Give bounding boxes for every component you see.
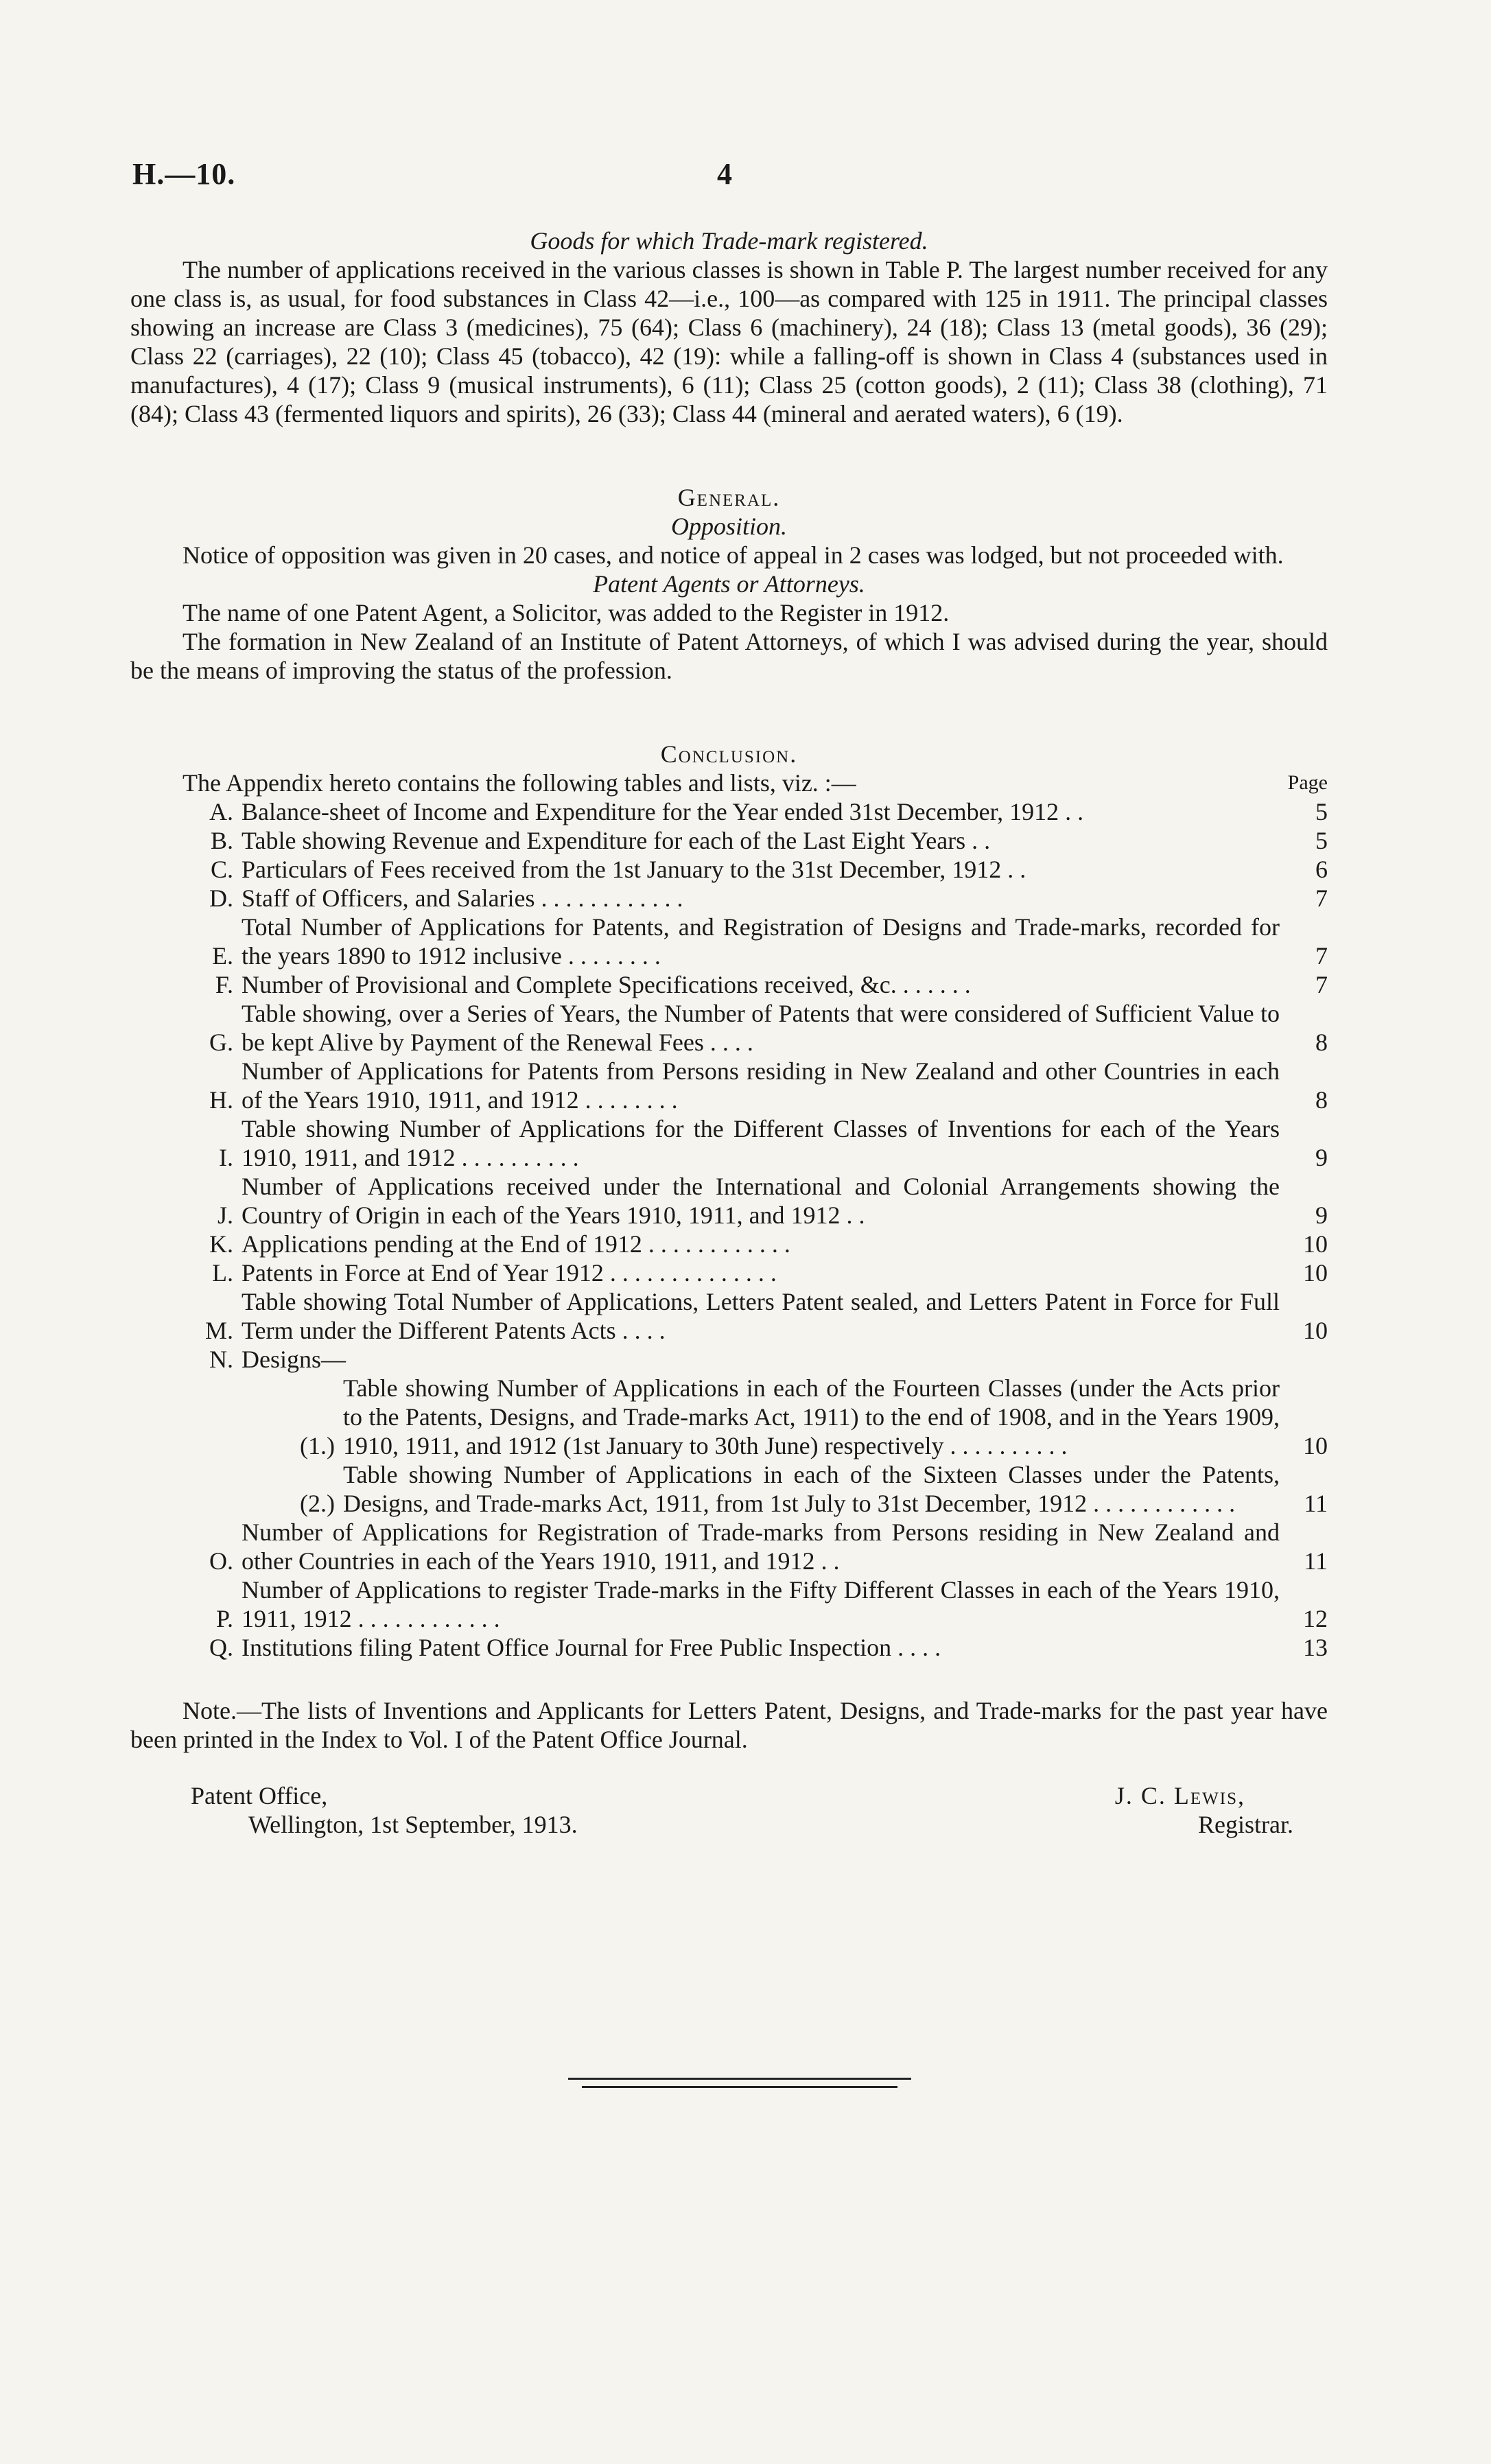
opposition-heading: Opposition.	[670, 513, 787, 540]
office-name: Patent Office,	[191, 1782, 328, 1809]
page-column-label: Page	[1287, 771, 1328, 794]
agents-heading: Patent Agents or Attorneys.	[593, 570, 865, 598]
appendix-intro: The Appendix hereto contains the following tables and lists, viz. :—	[183, 769, 856, 797]
appendix-intro-row	[130, 768, 1328, 797]
list-item-sub: (2.) Table showing Number of Applications in each of the Sixteen Classes under the Patents, Designs, and Trade-marks Act, 1911, from 1st July to 31st December, 1912 . . . . . . . . . . . . 11	[300, 1461, 1328, 1517]
appendix-list	[130, 797, 1328, 1662]
list-item: P. Number of Applications to register Trade-marks in the Fifty Different Classes in each of the Years 1910, 1911, 1912 . . . . . . . . . . . . 12	[215, 1576, 1328, 1632]
goods-paragraph: The number of applications received in the various classes is shown in Table P. The largest number received for any one class is, as usual, for food substances in Class 42—i.e., 100—as compared with 125 in 1911. The principal classes showing an increase are Class 3 (medicines), 75 (64); Class 6 (machinery), 24 (18); Class 13 (metal goods), 36 (29); Class 22 (carriages), 22 (10); Class 45 (tobacco), 42 (19): while a falling-off is shown in Class 4 (substances used in manufactures), 4 (17); Class 9 (musical instruments), 6 (11); Class 25 (cotton goods), 2 (11); Class 38 (clothing), 71 (84); Class 43 (fermented liquors and spirits), 26 (33); Class 44 (mineral and aerated waters), 6 (19).	[130, 256, 1328, 427]
closing-rule-top	[568, 2078, 911, 2080]
list-item: F. Number of Provisional and Complete Specifications received, &c. . . . . . . 7	[215, 971, 1328, 998]
goods-heading: Goods for which Trade-mark registered.	[530, 227, 928, 255]
agents-paragraph-2: The formation in New Zealand of an Institute of Patent Attorneys, of which I was advised during the year, should be the means of improving the status of the profession.	[130, 628, 1328, 684]
page-reference: H.—10.	[132, 157, 236, 191]
list-item: A. Balance-sheet of Income and Expenditure for the Year ended 31st December, 1912 . . 5	[209, 798, 1328, 825]
closing-rule-bottom	[582, 2086, 897, 2088]
list-item: B. Table showing Revenue and Expenditure for each of the Last Eight Years . . 5	[210, 827, 1328, 854]
list-item: N. Designs—	[209, 1346, 346, 1373]
conclusion-heading: Conclusion.	[660, 740, 798, 768]
list-item: M. Table showing Total Number of Applications, Letters Patent sealed, and Letters Patent in Force for Full Term under the Different Patents Acts . . . . 10	[204, 1288, 1328, 1344]
list-item: J. Number of Applications received under the International and Colonial Arrangements showing the Country of Origin in each of the Years 1910, 1911, and 1912 . . 9	[217, 1173, 1328, 1229]
registrar-title: Registrar.	[1198, 1811, 1293, 1838]
list-item: C. Particulars of Fees received from the 1st January to the 31st December, 1912 . . 6	[210, 856, 1328, 883]
list-item: K. Applications pending at the End of 1912 . . . . . . . . . . . . 10	[209, 1230, 1328, 1258]
list-item: L. Patents in Force at End of Year 1912 . . . . . . . . . . . . . . 10	[212, 1259, 1328, 1287]
agents-paragraph-1: The name of one Patent Agent, a Solicitor, was added to the Register in 1912.	[183, 599, 950, 626]
list-item: Q. Institutions filing Patent Office Journal for Free Public Inspection . . . . 13	[209, 1634, 1328, 1661]
list-item-sub: (1.) Table showing Number of Applications in each of the Fourteen Classes (under the Acts prior to the Patents, Designs, and Trade-marks Act, 1911) to the end of 1908, and in the Years 1909, 1910, 1911, and 1912 (1st January to 30th June) respectively . . . . . . . . . . 10	[300, 1374, 1328, 1459]
list-item: E. Total Number of Applications for Patents, and Registration of Designs and Trade-marks, recorded for the years 1890 to 1912 inclusive . . . . . . . . 7	[212, 913, 1328, 970]
list-item: D. Staff of Officers, and Salaries . . . . . . . . . . . . 7	[209, 884, 1328, 912]
place-date: Wellington, 1st September, 1913.	[248, 1811, 578, 1838]
list-item: H. Number of Applications for Patents from Persons residing in New Zealand and other Countries in each of the Years 1910, 1911, and 1912 . . . . . . . . 8	[209, 1057, 1328, 1114]
list-item: I. Table showing Number of Applications for the Different Classes of Inventions for each of the Years 1910, 1911, and 1912 . . . . . . . . . . 9	[219, 1115, 1328, 1171]
page-number: 4	[717, 157, 732, 191]
list-item: O. Number of Applications for Registration of Trade-marks from Persons residing in New Zealand and other Countries in each of the Years 1910, 1911, and 1912 . . 11	[209, 1518, 1328, 1575]
body-content	[130, 226, 1328, 1839]
list-item: G. Table showing, over a Series of Years, the Number of Patents that were considered of Sufficient Value to be kept Alive by Payment of the Renewal Fees . . . . 8	[209, 1000, 1328, 1056]
registrar-name: J. C. Lewis,	[1114, 1782, 1245, 1809]
opposition-paragraph: Notice of opposition was given in 20 cases, and notice of appeal in 2 cases was lodged, but not proceeded with.	[183, 541, 1284, 569]
general-heading: General.	[677, 484, 781, 511]
signature-block	[130, 1781, 1328, 1839]
note-paragraph: Note.—The lists of Inventions and Applicants for Letters Patent, Designs, and Trade-marks for the past year have been printed in the Index to Vol. I of the Patent Office Journal.	[130, 1697, 1328, 1753]
